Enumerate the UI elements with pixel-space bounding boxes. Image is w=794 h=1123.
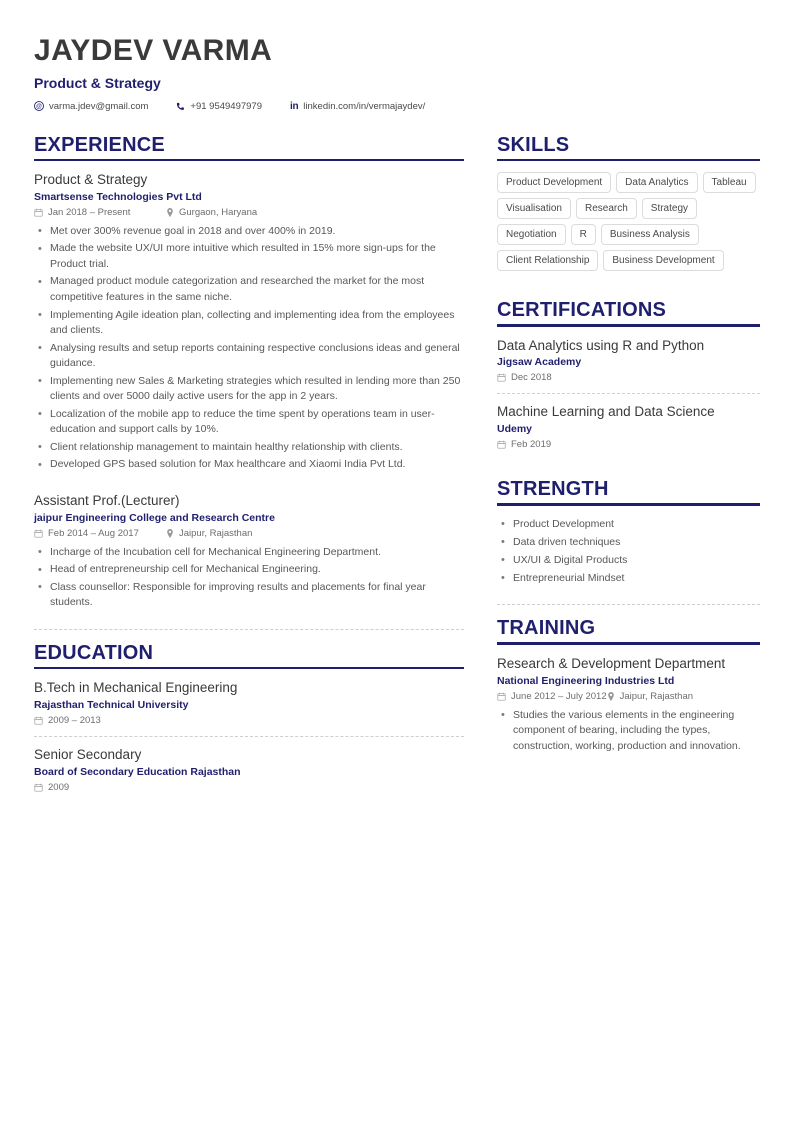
section-certifications xyxy=(497,299,760,450)
location-pin-icon xyxy=(166,529,174,538)
education-entry xyxy=(34,747,464,793)
experience-title: Product & Strategy xyxy=(34,172,148,187)
bullet-item: • Implementing new Sales & Marketing strategies which resulted in lending more than 250 clients and over 5000 daily active users for the app in 2 years. xyxy=(36,374,464,405)
certification-meta xyxy=(497,439,760,450)
calendar-icon xyxy=(34,716,43,725)
education-title: B.Tech in Mechanical Engineering xyxy=(34,680,238,696)
training-org: National Engineering Industries Ltd xyxy=(497,674,675,687)
section-title-training: TRAINING xyxy=(497,617,596,640)
entry-spacer xyxy=(34,483,464,493)
education-date xyxy=(34,782,166,793)
calendar-icon xyxy=(34,529,43,538)
training-location-text: Jaipur, Rajasthan xyxy=(619,690,694,702)
phone-icon xyxy=(176,102,185,111)
section-rule xyxy=(34,159,464,162)
education-date xyxy=(34,715,166,726)
bullet-item: • Developed GPS based solution for Max healthcare and Xiaomi India Pvt Ltd. xyxy=(36,457,464,473)
skills-tag-list xyxy=(497,172,760,271)
section-title-education: EDUCATION xyxy=(34,641,154,664)
section-skills xyxy=(497,134,760,272)
bullet-item: • Studies the various elements in the engineering component of bearing, including the types, construction, working, production and innovation. xyxy=(499,708,760,755)
skill-tag: Negotiation xyxy=(497,224,566,245)
experience-location-text: Gurgaon, Haryana xyxy=(179,206,258,218)
section-rule xyxy=(497,503,760,506)
bullet-item: • Data driven techniques xyxy=(499,535,760,551)
candidate-job-title: Product & Strategy xyxy=(34,74,161,91)
experience-meta xyxy=(34,207,464,218)
section-education xyxy=(34,642,464,793)
calendar-icon xyxy=(34,783,43,792)
bullet-item: • Analysing results and setup reports containing respective conclusions ideas and general guidance. xyxy=(36,341,464,372)
education-org: Rajasthan Technical University xyxy=(34,699,189,712)
bullet-item: • Client relationship management to maintain healthy relationship with clients. xyxy=(36,440,464,456)
bullet-item: • Met over 300% revenue goal in 2018 and over 400% in 2019. xyxy=(36,224,464,240)
section-spacer xyxy=(497,468,760,478)
certification-entry xyxy=(497,404,760,450)
experience-bullets xyxy=(36,545,464,611)
linkedin-icon: in xyxy=(290,100,299,112)
skill-tag: Strategy xyxy=(642,198,697,219)
section-training xyxy=(497,617,760,754)
contact-linkedin[interactable] xyxy=(290,101,425,112)
training-location xyxy=(607,691,693,702)
contact-linkedin-text: linkedin.com/in/vermajaydev/ xyxy=(303,100,426,112)
bullet-item: • Product Development xyxy=(499,517,760,533)
strength-bullets xyxy=(499,517,760,587)
contact-phone-text: +91 9549497979 xyxy=(190,100,262,112)
section-title-certifications: CERTIFICATIONS xyxy=(497,299,667,321)
skill-tag: Business Development xyxy=(603,250,723,271)
training-date-text: June 2012 – July 2012 xyxy=(511,690,607,702)
section-experience xyxy=(34,134,464,611)
education-entry xyxy=(34,680,464,726)
left-column xyxy=(34,134,464,812)
section-rule xyxy=(497,159,760,162)
education-org: Board of Secondary Education Rajasthan xyxy=(34,766,241,779)
experience-location xyxy=(166,528,252,539)
certification-title: Machine Learning and Data Science xyxy=(497,404,715,420)
section-title-strength: STRENGTH xyxy=(497,478,609,501)
right-column xyxy=(497,134,760,773)
location-pin-icon xyxy=(607,692,615,701)
skill-tag: R xyxy=(571,224,596,245)
section-divider xyxy=(34,629,464,630)
education-date-text: 2009 – 2013 xyxy=(48,715,101,727)
certification-org: Jigsaw Academy xyxy=(497,356,582,369)
certification-date-text: Dec 2018 xyxy=(511,372,552,384)
bullet-item: • Class counsellor: Responsible for improving results and placements for final year students. xyxy=(36,580,464,611)
bullet-item: • Managed product module categorization and researched the market for the most competitive features in the same niche. xyxy=(36,274,464,305)
training-bullets xyxy=(499,708,760,755)
experience-date xyxy=(34,528,166,539)
email-icon xyxy=(34,101,44,111)
resume-body xyxy=(34,134,760,812)
skill-tag: Client Relationship xyxy=(497,250,598,271)
section-rule xyxy=(497,642,760,645)
experience-meta xyxy=(34,528,464,539)
section-strength xyxy=(497,478,760,586)
entry-divider xyxy=(497,393,760,394)
resume-header xyxy=(34,34,760,112)
section-rule xyxy=(34,667,464,670)
contact-email[interactable] xyxy=(34,101,148,112)
bullet-item: • Entrepreneurial Mindset xyxy=(499,571,760,587)
certification-entry xyxy=(497,338,760,384)
calendar-icon xyxy=(497,440,506,449)
certification-meta xyxy=(497,372,760,383)
experience-entry xyxy=(34,493,464,611)
bullet-item: • Implementing Agile ideation plan, collecting and implementing idea from the employees and clients. xyxy=(36,308,464,339)
section-title-experience: EXPERIENCE xyxy=(34,133,165,156)
education-meta xyxy=(34,715,464,726)
experience-title: Assistant Prof.(Lecturer) xyxy=(34,492,180,508)
training-title: Research & Development Department xyxy=(497,655,726,671)
experience-org: Smartsense Technologies Pvt Ltd xyxy=(34,190,202,203)
certification-org: Udemy xyxy=(497,423,533,436)
certification-date xyxy=(497,372,601,383)
candidate-name: JAYDEV VARMA xyxy=(34,34,273,67)
section-divider xyxy=(497,604,760,605)
experience-date-text: Feb 2014 – Aug 2017 xyxy=(48,527,139,539)
education-date-text: 2009 xyxy=(48,782,70,794)
section-title-skills: SKILLS xyxy=(497,133,570,156)
experience-org: jaipur Engineering College and Research Centre xyxy=(34,511,275,524)
calendar-icon xyxy=(34,208,43,217)
training-meta xyxy=(497,691,760,702)
location-pin-icon xyxy=(166,208,174,217)
bullet-item: • Head of entrepreneurship cell for Mechanical Engineering. xyxy=(36,562,464,578)
calendar-icon xyxy=(497,373,506,382)
contact-email-text: varma.jdev@gmail.com xyxy=(49,100,149,112)
contact-phone[interactable] xyxy=(176,101,262,112)
bullet-item: • UX/UI & Digital Products xyxy=(499,553,760,569)
experience-location-text: Jaipur, Rajasthan xyxy=(179,527,253,539)
education-meta xyxy=(34,782,464,793)
section-spacer xyxy=(497,289,760,299)
experience-bullets xyxy=(36,224,464,473)
skill-tag: Visualisation xyxy=(497,198,571,219)
experience-date-text: Jan 2018 – Present xyxy=(48,206,131,218)
certification-date-text: Feb 2019 xyxy=(511,439,552,451)
bullet-item: • Incharge of the Incubation cell for Mechanical Engineering Department. xyxy=(36,545,464,561)
experience-date xyxy=(34,207,166,218)
training-entry xyxy=(497,656,760,754)
skill-tag: Tableau xyxy=(703,172,756,193)
skill-tag: Research xyxy=(576,198,637,219)
training-date xyxy=(497,691,607,702)
experience-entry xyxy=(34,172,464,473)
certification-title: Data Analytics using R and Python xyxy=(497,337,705,353)
calendar-icon xyxy=(497,692,506,701)
svg-text:@: @ xyxy=(35,104,43,111)
bullet-item: • Made the website UX/UI more intuitive which resulted in 15% more sign-ups for the Product trial. xyxy=(36,241,464,272)
entry-divider xyxy=(34,736,464,737)
certification-date xyxy=(497,439,601,450)
experience-location xyxy=(166,207,257,218)
contact-row xyxy=(34,101,760,112)
skill-tag: Business Analysis xyxy=(601,224,699,245)
skill-tag: Data Analytics xyxy=(616,172,697,193)
bullet-item: • Localization of the mobile app to reduce the time spent by operations team in user-education and support calls by 10%. xyxy=(36,407,464,438)
section-rule xyxy=(497,324,760,327)
skill-tag: Product Development xyxy=(497,172,611,193)
education-title: Senior Secondary xyxy=(34,747,142,763)
